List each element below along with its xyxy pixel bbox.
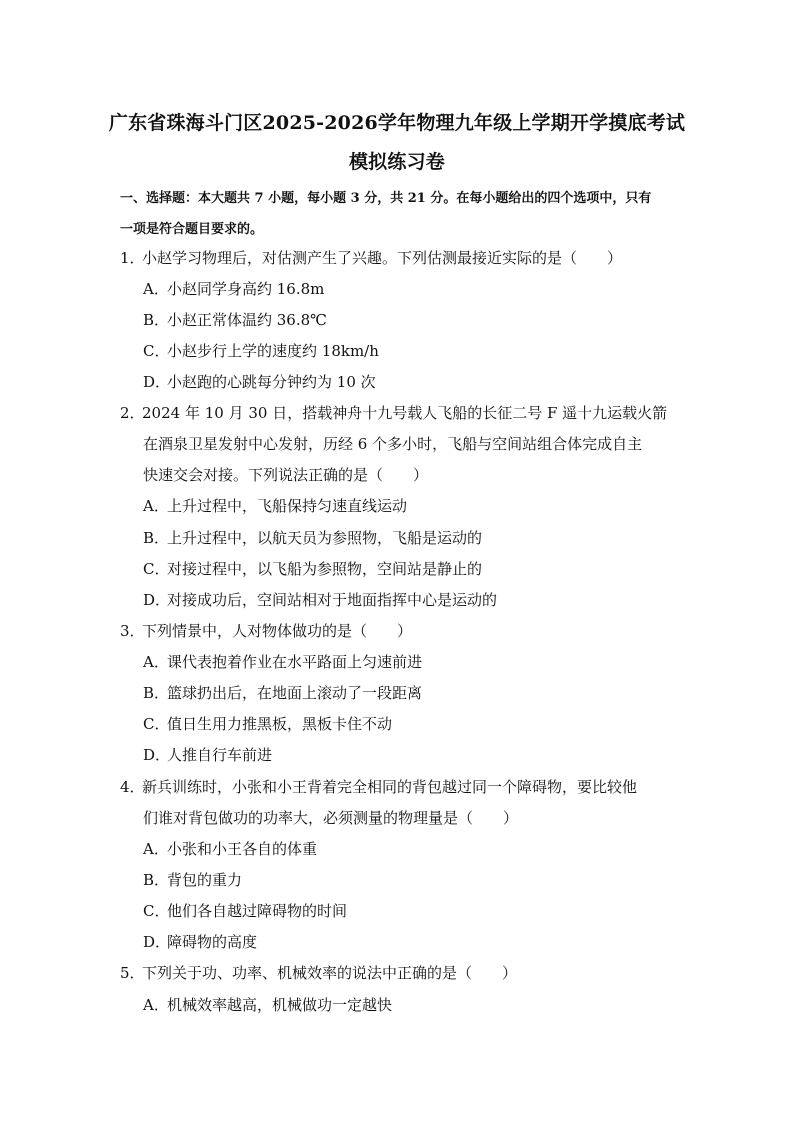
- question-4-line2: 们谁对背包做功的功率大，必须测量的物理量是（ ）: [143, 809, 519, 827]
- question-text: 下列关于功、功率、机械效率的说法中正确的是（ ）: [142, 964, 518, 982]
- option-text: 背包的重力: [167, 871, 243, 889]
- option-text: 障碍物的高度: [167, 933, 258, 951]
- option-text: 小张和小王各自的体重: [167, 840, 318, 858]
- option-letter: A．: [143, 840, 169, 858]
- question-2-line2: 在酒泉卫星发射中心发射，历经 6 个多小时，飞船与空间站组合体完成自主: [143, 435, 643, 453]
- option-1b: [143, 310, 327, 330]
- option-text: 小赵步行上学的速度约 18km/h: [167, 342, 379, 360]
- option-text: 小赵跑的心跳每分钟约为 10 次: [167, 373, 376, 391]
- option-1d: [143, 372, 376, 392]
- exam-title-line2: 模拟练习卷: [348, 151, 445, 173]
- question-number: 1．: [120, 249, 145, 267]
- option-letter: A．: [143, 996, 169, 1014]
- section-heading: [120, 183, 680, 245]
- section-heading-line1: 一、选择题：本大题共 7 小题，每小题 3 分，共 21 分。在每小题给出的四个选项中，只有: [120, 191, 652, 206]
- question-3: [120, 621, 412, 641]
- option-text: 他们各自越过障碍物的时间: [167, 902, 348, 920]
- question-text: 下列情景中，人对物体做功的是（ ）: [142, 622, 413, 640]
- option-letter: B．: [143, 871, 170, 889]
- question-5: [120, 963, 517, 983]
- section-heading-line2: 一项是符合题目要求的。: [120, 222, 264, 237]
- option-4d: [143, 932, 257, 952]
- option-2d: [143, 590, 497, 610]
- option-4b: [143, 870, 242, 890]
- question-1: [120, 248, 622, 268]
- question-number: 4．: [120, 778, 145, 796]
- option-text: 对接过程中，以飞船为参照物，空间站是静止的: [167, 560, 483, 578]
- question-number: 5．: [120, 964, 145, 982]
- question-text: 2024 年 10 月 30 日，搭载神舟十九号载人飞船的长征二号 F 遥十九运载火箭: [142, 404, 668, 422]
- option-text: 小赵正常体温约 36.8℃: [167, 311, 327, 329]
- question-text: 小赵学习物理后，对估测产生了兴趣。下列估测最接近实际的是（ ）: [142, 249, 623, 267]
- option-letter: B．: [143, 684, 170, 702]
- option-letter: A．: [143, 280, 169, 298]
- option-letter: D．: [143, 373, 171, 391]
- option-text: 对接成功后，空间站相对于地面指挥中心是运动的: [167, 591, 498, 609]
- option-letter: D．: [143, 933, 171, 951]
- option-letter: C．: [143, 715, 170, 733]
- option-text: 课代表抱着作业在水平路面上匀速前进: [167, 653, 423, 671]
- question-text: 新兵训练时，小张和小王背着完全相同的背包越过同一个障碍物，要比较他: [142, 778, 638, 796]
- option-letter: B．: [143, 529, 170, 547]
- option-letter: C．: [143, 560, 170, 578]
- option-3b: [143, 683, 422, 703]
- exam-title-line1: 广东省珠海斗门区2025-2026学年物理九年级上学期开学摸底考试: [108, 112, 686, 134]
- option-3d: [143, 745, 272, 765]
- option-1a: [143, 279, 324, 299]
- option-4c: [143, 901, 347, 921]
- option-text: 上升过程中，飞船保持匀速直线运动: [167, 497, 408, 515]
- option-2a: [143, 496, 407, 516]
- option-1c: [143, 341, 379, 361]
- option-text: 值日生用力推黑板，黑板卡住不动: [167, 715, 393, 733]
- question-number: 2．: [120, 404, 145, 422]
- option-3c: [143, 714, 392, 734]
- question-2-line3: 快速交会对接。下列说法正确的是（ ）: [143, 466, 429, 484]
- option-text: 机械效率越高，机械做功一定越快: [167, 996, 393, 1014]
- option-4a: [143, 839, 317, 859]
- option-letter: C．: [143, 902, 170, 920]
- option-text: 上升过程中，以航天员为参照物，飞船是运动的: [167, 529, 483, 547]
- option-letter: A．: [143, 653, 169, 671]
- option-letter: C．: [143, 342, 170, 360]
- option-text: 篮球扔出后，在地面上滚动了一段距离: [167, 684, 423, 702]
- question-number: 3．: [120, 622, 145, 640]
- question-4: [120, 777, 637, 797]
- option-text: 小赵同学身高约 16.8m: [167, 280, 325, 298]
- option-2c: [143, 559, 482, 579]
- option-letter: A．: [143, 497, 169, 515]
- option-text: 人推自行车前进: [167, 746, 273, 764]
- option-letter: D．: [143, 746, 171, 764]
- option-3a: [143, 652, 422, 672]
- option-letter: D．: [143, 591, 171, 609]
- option-letter: B．: [143, 311, 170, 329]
- question-2: [120, 403, 667, 423]
- option-5a: [143, 995, 392, 1015]
- option-2b: [143, 528, 482, 548]
